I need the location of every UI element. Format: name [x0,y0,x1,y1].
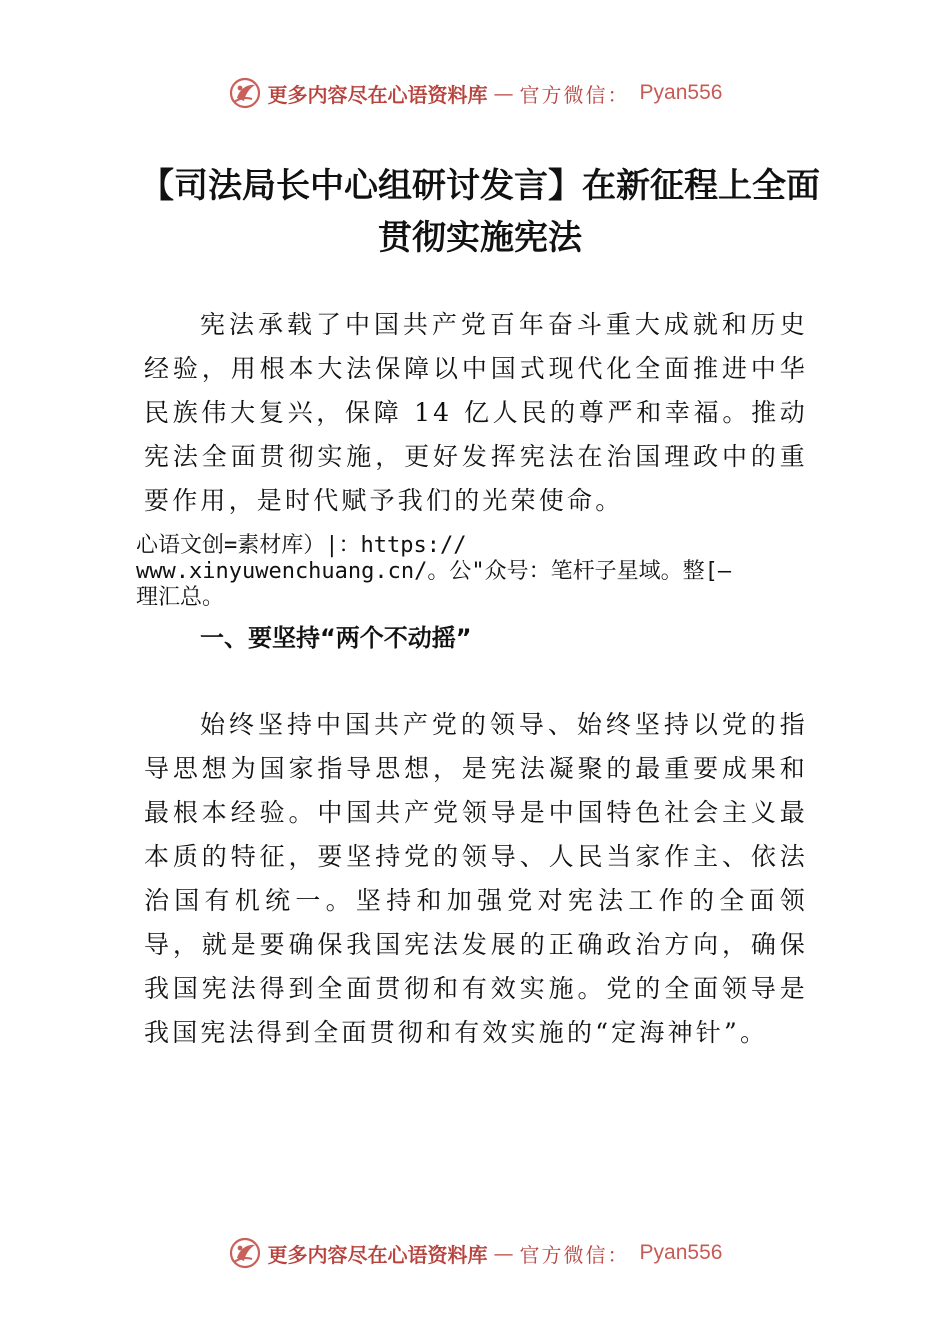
section-heading: 一、要坚持“两个不动摇” [200,624,472,652]
wechat-id: Pyan556 [639,1241,723,1264]
flower-logo-icon [228,76,262,110]
flower-logo-icon [228,1236,262,1270]
footer-banner [0,1231,950,1275]
brand-text: 更多内容尽在心语资料库 [267,1242,488,1267]
brand-text: 更多内容尽在心语资料库 [267,82,488,107]
paragraph-intro: 宪法承载了中国共产党百年奋斗重大成就和历史经验，用根本大法保障以中国式现代化全面推进中华民族伟大复兴，保障 14 亿人民的尊严和幸福。推动宪法全面贯彻实施，更好发挥宪法在治国理政中的重要作用，是时代赋予我们的光荣使命。 [144,310,808,515]
paragraph-section-1: 始终坚持中国共产党的领导、始终坚持以党的指导思想为国家指导思想，是宪法凝聚的最重要成果和最根本经验。中国共产党领导是中国特色社会主义最本质的特征，要坚持党的领导、人民当家作主、依法治国有机统一。坚持和加强党对宪法工作的全面领导，就是要确保我国宪法发展的正确政治方向，确保我国宪法得到全面贯彻和有效实施。党的全面领导是我国宪法得到全面贯彻和有效实施的“定海神针”。 [144,710,808,1047]
banner-dash: — [493,1241,514,1265]
wechat-id: Pyan556 [639,81,723,104]
banner-dash: — [493,81,514,105]
official-wechat-label: 官方微信： [519,82,630,107]
header-banner [0,71,950,115]
document-title: 【司法局长中心组研讨发言】在新征程上全面贯彻实施宪法 [140,166,820,258]
official-wechat-label: 官方微信： [519,1242,630,1267]
source-note: 心语文创=素材库）|：https:// www.xinyuwenchuang.cn/。公"众号：笔杆子星域。整[— 理汇总。 [136,533,732,610]
